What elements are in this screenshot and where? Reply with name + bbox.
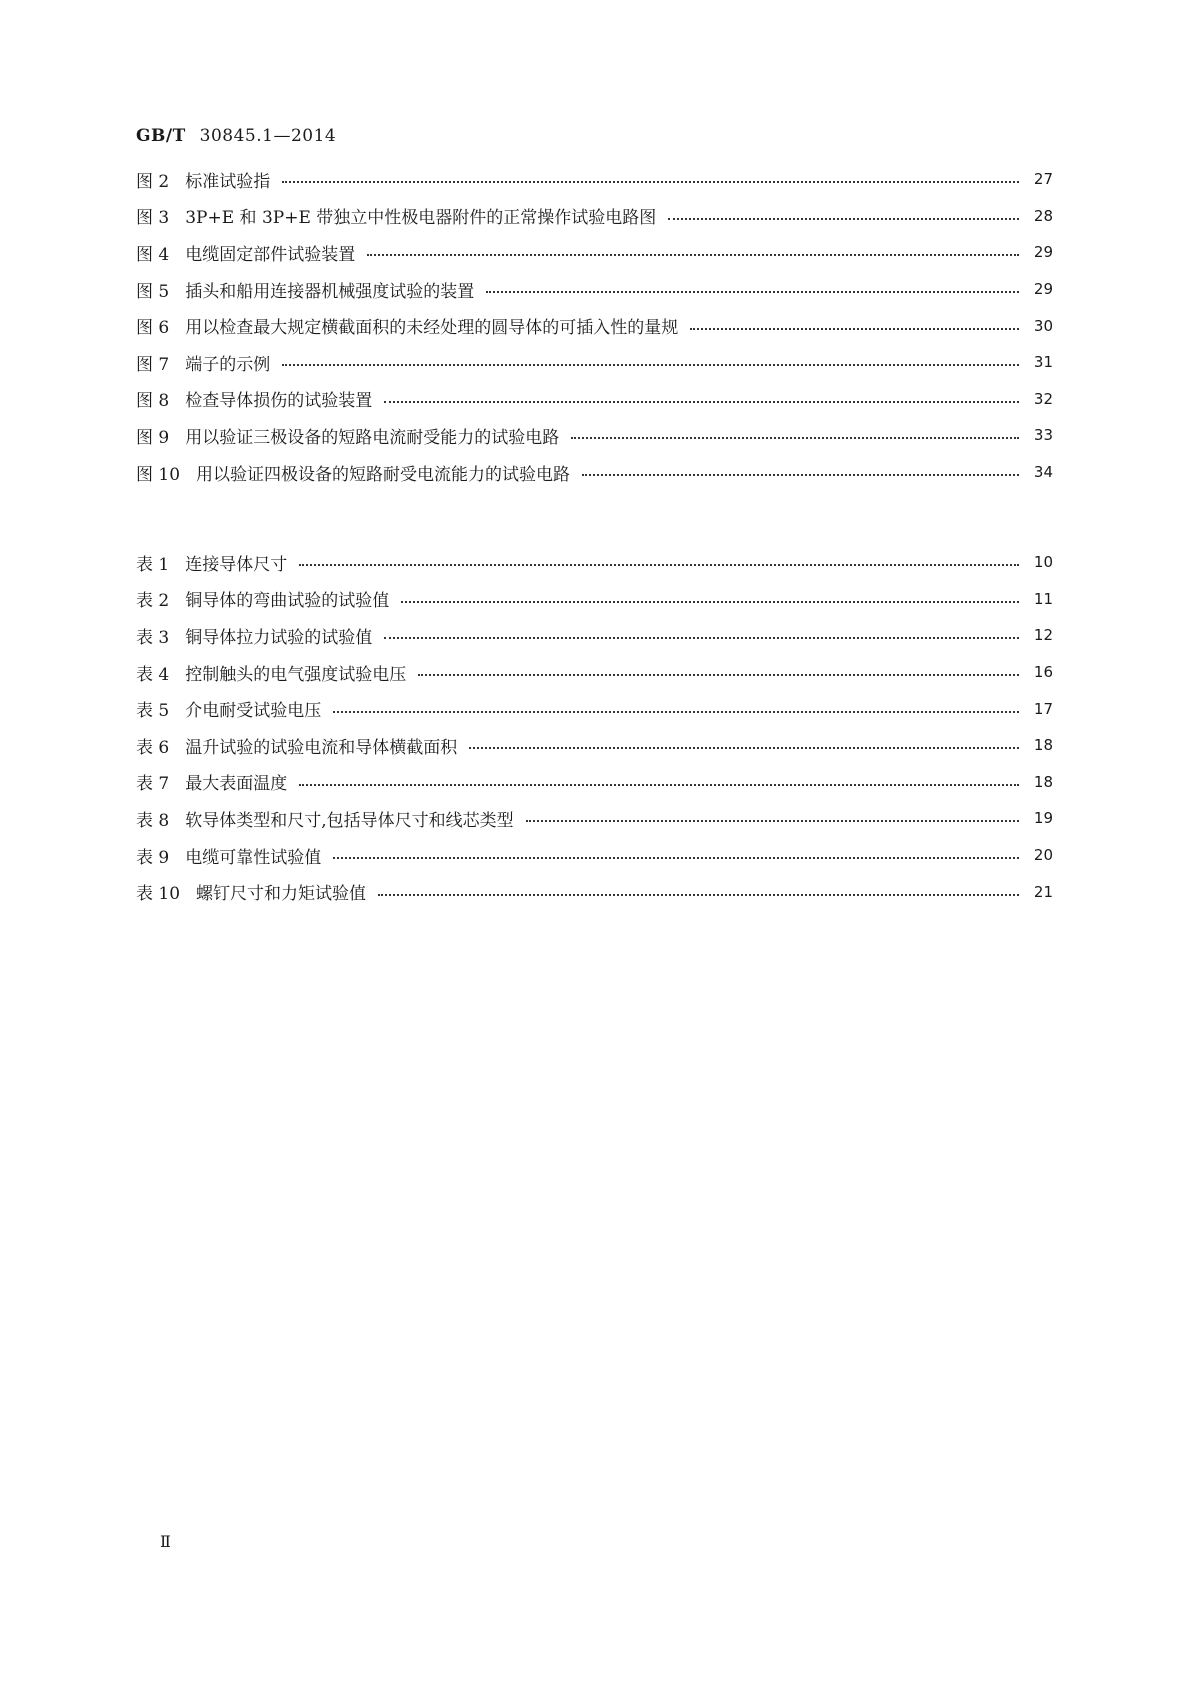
- dot-leader: [384, 399, 1019, 403]
- entry-title: 软导体类型和尺寸,包括导体尺寸和线芯类型: [185, 810, 514, 831]
- entry-page: 19: [1033, 809, 1053, 828]
- entry-title: 螺钉尺寸和力矩试验值: [196, 884, 367, 905]
- entry-page: 18: [1033, 772, 1053, 791]
- toc-entry-table-7[interactable]: [136, 764, 1053, 801]
- toc-entry-figure-10[interactable]: [136, 454, 1053, 491]
- toc-entry-table-4[interactable]: [136, 654, 1053, 691]
- entry-page: 31: [1033, 353, 1053, 372]
- entry-number: 图 9: [136, 427, 170, 448]
- entry-page: 29: [1033, 243, 1053, 262]
- entry-title: 铜导体拉力试验的试验值: [185, 627, 373, 648]
- entry-page: 11: [1033, 589, 1053, 608]
- entry-page: 33: [1033, 426, 1053, 445]
- entry-title: 用以验证三极设备的短路电流耐受能力的试验电路: [185, 427, 560, 448]
- toc-entry-table-9[interactable]: [136, 837, 1053, 874]
- entry-number: 表 8: [136, 810, 170, 831]
- document-header: [136, 126, 336, 146]
- toc-entry-figure-3[interactable]: [136, 198, 1053, 235]
- entry-number: 表 10: [136, 884, 181, 905]
- entry-title: 插头和船用连接器机械强度试验的装置: [185, 281, 475, 302]
- dot-leader: [378, 892, 1019, 896]
- dot-leader: [367, 252, 1019, 256]
- entry-title: 连接导体尺寸: [185, 554, 288, 575]
- toc-entry-table-6[interactable]: [136, 727, 1053, 764]
- dot-leader: [299, 782, 1019, 786]
- entry-title: 用以验证四极设备的短路耐受电流能力的试验电路: [196, 464, 571, 485]
- entry-number: 图 6: [136, 318, 170, 339]
- dot-leader: [469, 745, 1019, 749]
- entry-title: 电缆可靠性试验值: [185, 847, 322, 868]
- dot-leader: [384, 635, 1019, 639]
- dot-leader: [282, 179, 1019, 183]
- dot-leader: [526, 818, 1019, 822]
- entry-page: 29: [1033, 280, 1053, 299]
- toc-entry-table-10[interactable]: [136, 873, 1053, 910]
- toc-entry-figure-7[interactable]: [136, 344, 1053, 381]
- entry-number: 表 6: [136, 737, 170, 758]
- entry-title: 检查导体损伤的试验装置: [185, 391, 373, 412]
- entry-page: 18: [1033, 736, 1053, 755]
- entry-number: 表 9: [136, 847, 170, 868]
- entry-page: 32: [1033, 389, 1053, 408]
- entry-title: 端子的示例: [185, 354, 271, 375]
- entry-page: 16: [1033, 663, 1053, 682]
- dot-leader: [418, 672, 1019, 676]
- entry-page: 28: [1033, 206, 1053, 225]
- entry-number: 图 10: [136, 464, 181, 485]
- standard-code: GB/T: [136, 126, 186, 146]
- entry-title: 电缆固定部件试验装置: [185, 244, 356, 265]
- figure-list: [136, 161, 1053, 490]
- entry-title: 最大表面温度: [185, 774, 288, 795]
- toc-entry-table-5[interactable]: [136, 690, 1053, 727]
- entry-number: 图 5: [136, 281, 170, 302]
- entry-number: 图 3: [136, 208, 170, 229]
- entry-number: 表 4: [136, 664, 170, 685]
- dot-leader: [486, 289, 1019, 293]
- page-number: Ⅱ: [160, 1532, 171, 1551]
- entry-number: 表 2: [136, 591, 170, 612]
- toc-entry-figure-9[interactable]: [136, 417, 1053, 454]
- table-list: [136, 544, 1053, 910]
- entry-page: 20: [1033, 846, 1053, 865]
- toc-entry-figure-6[interactable]: [136, 307, 1053, 344]
- dot-leader: [582, 472, 1019, 476]
- dot-leader: [333, 709, 1019, 713]
- entry-page: 30: [1033, 316, 1053, 335]
- entry-page: 12: [1033, 626, 1053, 645]
- dot-leader: [668, 216, 1019, 220]
- entry-title: 标准试验指: [185, 171, 271, 192]
- entry-number: 表 5: [136, 701, 170, 722]
- entry-number: 图 8: [136, 391, 170, 412]
- dot-leader: [571, 435, 1019, 439]
- dot-leader: [690, 326, 1019, 330]
- toc-entry-figure-5[interactable]: [136, 271, 1053, 308]
- entry-page: 34: [1033, 463, 1053, 482]
- entry-number: 表 1: [136, 554, 170, 575]
- entry-number: 图 2: [136, 171, 170, 192]
- dot-leader: [333, 855, 1019, 859]
- toc-entry-figure-2[interactable]: [136, 161, 1053, 198]
- toc-entry-table-1[interactable]: [136, 544, 1053, 581]
- entry-number: 表 7: [136, 774, 170, 795]
- entry-title: 控制触头的电气强度试验电压: [185, 664, 407, 685]
- entry-title: 用以检查最大规定横截面积的未经处理的圆导体的可插入性的量规: [185, 318, 679, 339]
- entry-number: 图 4: [136, 244, 170, 265]
- entry-page: 17: [1033, 699, 1053, 718]
- entry-page: 21: [1033, 882, 1053, 901]
- entry-number: 图 7: [136, 354, 170, 375]
- entry-title: 介电耐受试验电压: [185, 701, 322, 722]
- entry-title: 3P+E 和 3P+E 带独立中性极电器附件的正常操作试验电路图: [185, 208, 657, 229]
- entry-number: 表 3: [136, 627, 170, 648]
- entry-title: 铜导体的弯曲试验的试验值: [185, 591, 390, 612]
- toc-entry-table-8[interactable]: [136, 800, 1053, 837]
- dot-leader: [299, 562, 1019, 566]
- standard-number: 30845.1—2014: [199, 126, 337, 146]
- entry-page: 27: [1033, 170, 1053, 189]
- dot-leader: [401, 599, 1019, 603]
- toc-entry-figure-8[interactable]: [136, 381, 1053, 418]
- toc-entry-figure-4[interactable]: [136, 234, 1053, 271]
- dot-leader: [282, 362, 1019, 366]
- toc-entry-table-2[interactable]: [136, 581, 1053, 618]
- entry-page: 10: [1033, 553, 1053, 572]
- entry-title: 温升试验的试验电流和导体横截面积: [185, 737, 458, 758]
- toc-entry-table-3[interactable]: [136, 617, 1053, 654]
